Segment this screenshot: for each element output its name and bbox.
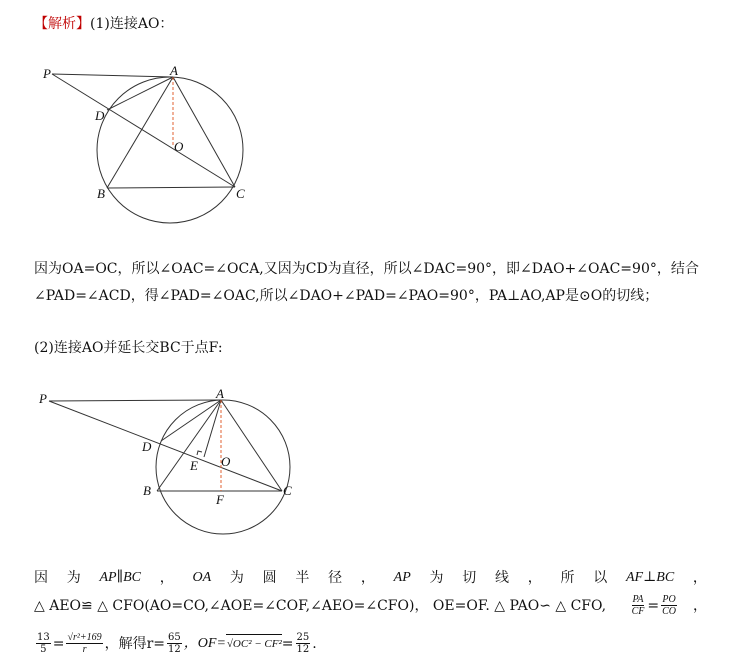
fig2-segment-DA bbox=[161, 400, 221, 441]
fig1-label-D: D bbox=[95, 108, 105, 123]
part2-line3 bbox=[34, 632, 317, 655]
fig1-label-P: P bbox=[43, 66, 51, 81]
fig1-label-A: A bbox=[170, 63, 178, 78]
part1-heading: (1)连接AO： bbox=[90, 16, 174, 32]
fraction-PO-CO: $\frac{PO}{CO}$ bbox=[662, 594, 676, 617]
fig2-segment-AC bbox=[221, 400, 282, 491]
part1-para-line1: 因为OA=OC，所以∠OAC=∠OCA,又因为CD为直径，所以∠DAC=90°，即∠DAO+∠OAC=90°，结合 bbox=[34, 261, 699, 277]
line1-token: AP∥BC bbox=[99, 570, 141, 585]
part2-line1 bbox=[34, 569, 707, 587]
fraction-13-5: $\frac{13}{5}$ bbox=[37, 632, 50, 655]
line1-token: ， bbox=[692, 570, 707, 586]
line1-token: ， bbox=[527, 570, 542, 586]
line1-token: 径 bbox=[328, 570, 343, 586]
analysis-tag: 【解析】 bbox=[34, 16, 90, 32]
fig2-label-D: D bbox=[142, 439, 152, 454]
line1-token: 为 bbox=[429, 570, 444, 586]
line1-token: 所 bbox=[560, 570, 575, 586]
figure-2-diagram bbox=[34, 385, 304, 540]
line1-token: 圆 bbox=[262, 570, 277, 586]
line1-token: 为 bbox=[229, 570, 244, 586]
line1-token: 线 bbox=[495, 570, 509, 586]
line1-token: ， bbox=[360, 570, 375, 586]
fig2-segment-PA bbox=[49, 400, 221, 401]
part1-heading-line bbox=[34, 15, 173, 33]
fig1-circle bbox=[97, 77, 243, 223]
fig1-segment-BC bbox=[107, 187, 235, 188]
fig1-segment-PC bbox=[52, 74, 235, 187]
fig2-label-E: E bbox=[190, 458, 198, 473]
line1-token: 半 bbox=[295, 570, 310, 586]
fraction-25-12: $\frac{25}{12}$ bbox=[296, 632, 310, 655]
line1-token: 因 bbox=[34, 570, 48, 586]
fraction-sqrt-r: $\frac{\text{√r²+169}}{r}$ bbox=[67, 632, 102, 655]
solve-text: ，解得r= bbox=[104, 635, 166, 652]
line1-token: OA bbox=[192, 570, 212, 585]
fig1-label-B: B bbox=[97, 186, 105, 201]
fig2-label-C: C bbox=[283, 483, 292, 498]
fig1-label-O: O bbox=[174, 139, 184, 154]
figure-1-diagram bbox=[40, 62, 260, 232]
part1-para-line2: ∠PAD=∠ACD，得∠PAD=∠OAC,所以∠DAO+∠PAD=∠PAO=90°，PA⊥AO,AP是⊙O的切线； bbox=[34, 288, 659, 304]
fig1-label-C: C bbox=[236, 186, 245, 201]
fraction-65-12: $\frac{65}{12}$ bbox=[168, 632, 181, 655]
fig2-label-P: P bbox=[39, 391, 47, 406]
fig2-segment-AE bbox=[204, 400, 221, 457]
fig2-segment-PC bbox=[49, 401, 282, 491]
fig2-label-B: B bbox=[143, 483, 151, 498]
line1-token: AP bbox=[393, 570, 411, 585]
equals-sign: = bbox=[647, 597, 660, 614]
equals-sign-1: = bbox=[52, 635, 65, 652]
fig2-label-F: F bbox=[216, 492, 224, 507]
fraction-PA-CF: $\frac{PA}{CF}$ bbox=[631, 594, 645, 617]
part2-line2-text: △ AEO≌ △ CFO(AO=CO,∠AOE=∠COF,∠AEO=∠CFO)， OE=OF. △ PAO∽ △ CFO, bbox=[34, 597, 607, 614]
fig2-label-A: A bbox=[216, 386, 224, 401]
fig2-segment-AB bbox=[157, 400, 221, 491]
line1-token: 为 bbox=[66, 570, 81, 586]
fig1-segment-PA bbox=[52, 74, 173, 77]
sqrt-expression: √OC² − CF² bbox=[226, 634, 282, 653]
fig2-right-angle-mark bbox=[197, 451, 202, 455]
line2-end-comma: ， bbox=[693, 597, 707, 614]
part2-heading: (2)连接AO并延长交BC于点F: bbox=[34, 340, 223, 356]
fig1-segment-AC bbox=[173, 77, 235, 187]
equals-sign-2: = bbox=[281, 635, 294, 652]
line3-end: . bbox=[312, 635, 317, 652]
line1-token: ， bbox=[159, 570, 174, 586]
line1-token: 以 bbox=[593, 570, 608, 586]
part2-line2 bbox=[34, 594, 707, 617]
line1-token: 切 bbox=[462, 570, 477, 586]
fig2-label-O: O bbox=[221, 454, 231, 469]
of-text: ，OF= bbox=[183, 635, 226, 651]
line1-token: AF⊥BC bbox=[626, 570, 675, 585]
